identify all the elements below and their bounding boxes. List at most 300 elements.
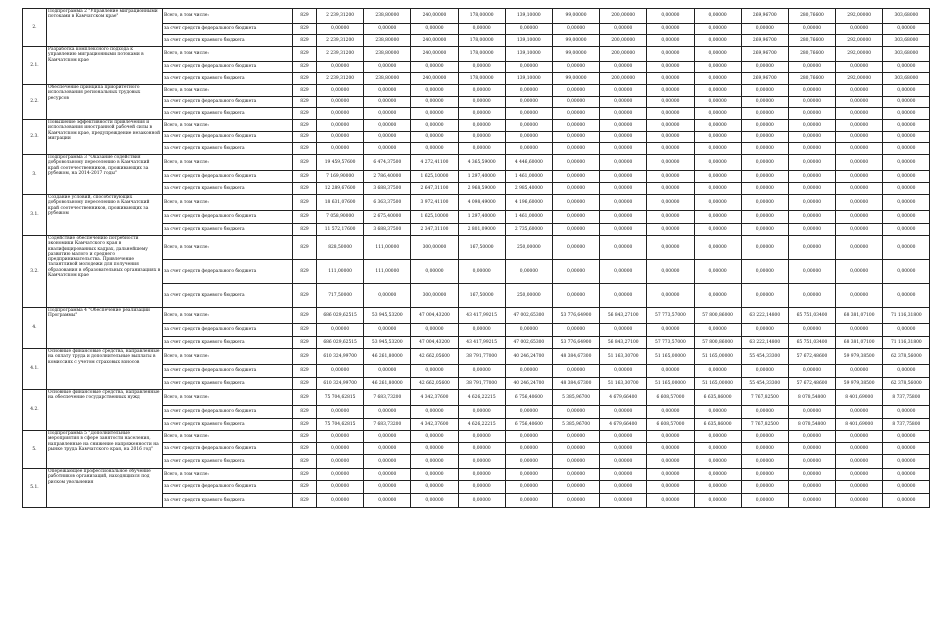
amount-cell: 0,00000 xyxy=(552,260,599,284)
amount-cell: 0,00000 xyxy=(694,431,741,443)
amount-cell: 0,00000 xyxy=(458,443,505,455)
amount-cell: 0,00000 xyxy=(836,284,883,308)
amount-cell: 51 163,30700 xyxy=(600,349,647,365)
amount-cell: 0,00000 xyxy=(600,85,647,97)
amount-cell: 0,00000 xyxy=(411,365,458,378)
amount-cell: 51 165,00000 xyxy=(694,349,741,365)
budget-code: 829 xyxy=(293,443,317,455)
amount-cell: 0,00000 xyxy=(317,469,364,481)
amount-cell: 57 773,57000 xyxy=(647,308,694,324)
funding-source-label: за счет средств федерального бюджета xyxy=(163,406,293,419)
budget-code: 829 xyxy=(293,9,317,24)
budget-code: 829 xyxy=(293,195,317,211)
amount-cell: 0,00000 xyxy=(647,171,694,183)
amount-cell: 0,00000 xyxy=(647,24,694,35)
amount-cell: 0,00000 xyxy=(647,406,694,419)
amount-cell: 0,00000 xyxy=(505,85,552,97)
amount-cell: 0,00000 xyxy=(505,260,552,284)
amount-cell: 0,00000 xyxy=(741,211,788,224)
amount-cell: 4 679,66400 xyxy=(600,419,647,431)
amount-cell: 0,00000 xyxy=(552,324,599,337)
amount-cell: 0,00000 xyxy=(600,24,647,35)
amount-cell: 4 342,37600 xyxy=(411,390,458,406)
amount-cell: 57 800,86000 xyxy=(694,337,741,349)
amount-cell: 0,00000 xyxy=(458,406,505,419)
amount-cell: 0,00000 xyxy=(552,431,599,443)
amount-cell: 8 078,54800 xyxy=(788,419,835,431)
amount-cell: 2 801,09000 xyxy=(458,224,505,236)
amount-cell: 0,00000 xyxy=(317,481,364,494)
amount-cell: 0,00000 xyxy=(647,469,694,481)
amount-cell: 200,00000 xyxy=(600,35,647,47)
amount-cell: 0,00000 xyxy=(694,324,741,337)
amount-cell: 269,96700 xyxy=(741,35,788,47)
amount-cell: 3 688,37500 xyxy=(364,224,411,236)
funding-source-label: за счет средств краевого бюджета xyxy=(163,337,293,349)
amount-cell: 2 968,59000 xyxy=(458,183,505,195)
program-name: Содействие обеспечению потребности экономики Камчатского края в квалифицированных кадрах, дальнейшему развитию малого и среднего предпринимательства. Привлечение талантливой молодежи для получения образования в образовательных организациях в Камчатском крае xyxy=(47,236,163,308)
amount-cell: 0,00000 xyxy=(647,155,694,171)
amount-cell: 0,00000 xyxy=(600,406,647,419)
amount-cell: 0,00000 xyxy=(836,406,883,419)
amount-cell: 6 474,37500 xyxy=(364,155,411,171)
amount-cell: 0,00000 xyxy=(883,132,930,143)
amount-cell: 0,00000 xyxy=(600,183,647,195)
amount-cell: 0,00000 xyxy=(694,155,741,171)
row-number: 2.3. xyxy=(23,120,47,155)
amount-cell: 12 289,67600 xyxy=(317,183,364,195)
amount-cell: 8 401,69000 xyxy=(836,419,883,431)
amount-cell: 0,00000 xyxy=(741,365,788,378)
amount-cell: 0,00000 xyxy=(647,365,694,378)
amount-cell: 0,00000 xyxy=(883,183,930,195)
amount-cell: 0,00000 xyxy=(458,455,505,469)
amount-cell: 19 459,57600 xyxy=(317,155,364,171)
amount-cell: 0,00000 xyxy=(552,455,599,469)
amount-cell: 0,00000 xyxy=(741,183,788,195)
amount-cell: 0,00000 xyxy=(600,211,647,224)
amount-cell: 51 163,30700 xyxy=(600,378,647,390)
amount-cell: 2 647,31100 xyxy=(411,183,458,195)
amount-cell: 686 029,62515 xyxy=(317,308,364,324)
amount-cell: 0,00000 xyxy=(552,211,599,224)
amount-cell: 0,00000 xyxy=(788,143,835,155)
amount-cell: 0,00000 xyxy=(883,24,930,35)
amount-cell: 0,00000 xyxy=(694,260,741,284)
budget-code: 829 xyxy=(293,183,317,195)
amount-cell: 51 165,00000 xyxy=(647,378,694,390)
amount-cell: 0,00000 xyxy=(836,195,883,211)
amount-cell: 0,00000 xyxy=(647,224,694,236)
amount-cell: 0,00000 xyxy=(694,365,741,378)
amount-cell: 0,00000 xyxy=(552,481,599,494)
amount-cell: 238,80000 xyxy=(364,35,411,47)
amount-cell: 18 631,07600 xyxy=(317,195,364,211)
amount-cell: 2 239,31200 xyxy=(317,73,364,85)
program-name: Повышение эффективности привлечения и использования иностранной рабочей силы в Камчатском крае, предупреждение незаконной миграции xyxy=(47,120,163,155)
amount-cell: 0,00000 xyxy=(741,284,788,308)
amount-cell: 75 704,62815 xyxy=(317,419,364,431)
amount-cell: 0,00000 xyxy=(788,24,835,35)
row-number: 5.1. xyxy=(23,469,47,508)
amount-cell: 71 116,31800 xyxy=(883,308,930,324)
amount-cell: 0,00000 xyxy=(694,24,741,35)
amount-cell: 300,00000 xyxy=(411,236,458,260)
funding-source-label: Всего, в том числе: xyxy=(163,47,293,62)
amount-cell: 0,00000 xyxy=(552,171,599,183)
amount-cell: 0,00000 xyxy=(741,494,788,508)
funding-source-label: за счет средств краевого бюджета xyxy=(163,419,293,431)
budget-code: 829 xyxy=(293,211,317,224)
program-name: Основные финансовые средства, направленные на оплату труда и дополнительные выплаты в комиссиях с учетом страховых взносов xyxy=(47,349,163,390)
amount-cell: 0,00000 xyxy=(647,73,694,85)
amount-cell: 57 672,48600 xyxy=(788,378,835,390)
amount-cell: 0,00000 xyxy=(600,443,647,455)
amount-cell: 0,00000 xyxy=(694,224,741,236)
amount-cell: 6 756,40600 xyxy=(505,419,552,431)
amount-cell: 53 945,53200 xyxy=(364,308,411,324)
amount-cell: 0,00000 xyxy=(694,132,741,143)
table-row xyxy=(23,390,930,406)
amount-cell: 0,00000 xyxy=(364,406,411,419)
amount-cell: 0,00000 xyxy=(411,260,458,284)
amount-cell: 99,00000 xyxy=(552,47,599,62)
amount-cell: 0,00000 xyxy=(741,195,788,211)
budget-code: 829 xyxy=(293,469,317,481)
amount-cell: 0,00000 xyxy=(411,469,458,481)
amount-cell: 0,00000 xyxy=(836,260,883,284)
amount-cell: 0,00000 xyxy=(694,85,741,97)
amount-cell: 0,00000 xyxy=(741,97,788,108)
amount-cell: 0,00000 xyxy=(552,236,599,260)
amount-cell: 55 454,33300 xyxy=(741,349,788,365)
amount-cell: 0,00000 xyxy=(741,120,788,132)
amount-cell: 47 004,43200 xyxy=(411,337,458,349)
amount-cell: 178,00000 xyxy=(458,9,505,24)
amount-cell: 0,00000 xyxy=(600,455,647,469)
amount-cell: 0,00000 xyxy=(836,120,883,132)
amount-cell: 0,00000 xyxy=(883,469,930,481)
budget-code: 829 xyxy=(293,97,317,108)
budget-table-body xyxy=(23,9,930,508)
amount-cell: 47 002,65300 xyxy=(505,337,552,349)
amount-cell: 0,00000 xyxy=(317,431,364,443)
amount-cell: 0,00000 xyxy=(600,260,647,284)
amount-cell: 0,00000 xyxy=(552,183,599,195)
table-row xyxy=(23,349,930,365)
amount-cell: 4 626,22215 xyxy=(458,419,505,431)
amount-cell: 0,00000 xyxy=(364,143,411,155)
amount-cell: 63 222,14800 xyxy=(741,308,788,324)
amount-cell: 0,00000 xyxy=(883,224,930,236)
amount-cell: 269,96700 xyxy=(741,73,788,85)
amount-cell: 0,00000 xyxy=(317,455,364,469)
amount-cell: 63 222,14800 xyxy=(741,337,788,349)
amount-cell: 0,00000 xyxy=(741,155,788,171)
amount-cell: 0,00000 xyxy=(458,108,505,120)
amount-cell: 0,00000 xyxy=(741,24,788,35)
amount-cell: 0,00000 xyxy=(836,224,883,236)
amount-cell: 1 625,10000 xyxy=(411,171,458,183)
amount-cell: 0,00000 xyxy=(317,143,364,155)
amount-cell: 0,00000 xyxy=(836,443,883,455)
budget-code: 829 xyxy=(293,455,317,469)
amount-cell: 686 029,62515 xyxy=(317,337,364,349)
funding-source-label: за счет средств краевого бюджета xyxy=(163,143,293,155)
amount-cell: 0,00000 xyxy=(741,85,788,97)
amount-cell: 1 461,00000 xyxy=(505,171,552,183)
funding-source-label: за счет средств краевого бюджета xyxy=(163,378,293,390)
amount-cell: 6 635,86000 xyxy=(694,419,741,431)
amount-cell: 0,00000 xyxy=(600,431,647,443)
funding-source-label: за счет средств федерального бюджета xyxy=(163,62,293,73)
amount-cell: 62 378,56000 xyxy=(883,378,930,390)
amount-cell: 0,00000 xyxy=(647,443,694,455)
amount-cell: 0,00000 xyxy=(741,171,788,183)
budget-code: 829 xyxy=(293,406,317,419)
amount-cell: 0,00000 xyxy=(600,224,647,236)
row-number: 2. xyxy=(23,9,47,47)
table-row xyxy=(23,195,930,211)
amount-cell: 0,00000 xyxy=(836,132,883,143)
amount-cell: 38 791,77000 xyxy=(458,378,505,390)
budget-code: 829 xyxy=(293,35,317,47)
budget-code: 829 xyxy=(293,365,317,378)
amount-cell: 0,00000 xyxy=(788,224,835,236)
amount-cell: 2 735,60000 xyxy=(505,224,552,236)
row-number: 3.2. xyxy=(23,236,47,308)
amount-cell: 0,00000 xyxy=(883,155,930,171)
amount-cell: 178,00000 xyxy=(458,73,505,85)
amount-cell: 0,00000 xyxy=(458,494,505,508)
amount-cell: 0,00000 xyxy=(364,431,411,443)
amount-cell: 0,00000 xyxy=(694,236,741,260)
budget-table-sheet xyxy=(22,8,922,508)
amount-cell: 0,00000 xyxy=(411,481,458,494)
amount-cell: 139,10000 xyxy=(505,9,552,24)
amount-cell: 0,00000 xyxy=(317,132,364,143)
amount-cell: 6 756,40600 xyxy=(505,390,552,406)
amount-cell: 0,00000 xyxy=(694,47,741,62)
amount-cell: 4 196,60000 xyxy=(505,195,552,211)
program-name: Создание условий, способствующих добровольному переселению в Камчатский край соотечественников, проживающих за рубежом xyxy=(47,195,163,236)
amount-cell: 55 454,33300 xyxy=(741,378,788,390)
amount-cell: 0,00000 xyxy=(741,324,788,337)
amount-cell: 4 365,59000 xyxy=(458,155,505,171)
amount-cell: 0,00000 xyxy=(600,171,647,183)
amount-cell: 0,00000 xyxy=(883,431,930,443)
table-row xyxy=(23,85,930,97)
amount-cell: 178,00000 xyxy=(458,35,505,47)
amount-cell: 0,00000 xyxy=(317,324,364,337)
amount-cell: 0,00000 xyxy=(647,85,694,97)
amount-cell: 8 737,75800 xyxy=(883,390,930,406)
amount-cell: 99,00000 xyxy=(552,73,599,85)
amount-cell: 280,76600 xyxy=(788,9,835,24)
amount-cell: 4 679,66400 xyxy=(600,390,647,406)
amount-cell: 0,00000 xyxy=(364,469,411,481)
amount-cell: 0,00000 xyxy=(552,108,599,120)
amount-cell: 238,80000 xyxy=(364,47,411,62)
amount-cell: 0,00000 xyxy=(836,469,883,481)
amount-cell: 0,00000 xyxy=(883,365,930,378)
amount-cell: 47 002,65300 xyxy=(505,308,552,324)
program-name: Обеспечение принципа приоритетного использования региональных трудовых ресурсов xyxy=(47,85,163,120)
budget-code: 829 xyxy=(293,494,317,508)
funding-source-label: за счет средств федерального бюджета xyxy=(163,260,293,284)
amount-cell: 238,80000 xyxy=(364,9,411,24)
row-number: 4. xyxy=(23,308,47,349)
amount-cell: 48 384,67300 xyxy=(552,378,599,390)
amount-cell: 2 786,40000 xyxy=(364,171,411,183)
amount-cell: 178,00000 xyxy=(458,47,505,62)
table-row xyxy=(23,236,930,260)
amount-cell: 4 342,37600 xyxy=(411,419,458,431)
amount-cell: 111,00000 xyxy=(317,260,364,284)
amount-cell: 7 767,82500 xyxy=(741,390,788,406)
funding-source-label: за счет средств федерального бюджета xyxy=(163,211,293,224)
budget-code: 829 xyxy=(293,47,317,62)
amount-cell: 0,00000 xyxy=(364,108,411,120)
amount-cell: 0,00000 xyxy=(883,406,930,419)
amount-cell: 59 979,38500 xyxy=(836,349,883,365)
amount-cell: 4 446,60000 xyxy=(505,155,552,171)
budget-code: 829 xyxy=(293,73,317,85)
amount-cell: 0,00000 xyxy=(317,406,364,419)
amount-cell: 0,00000 xyxy=(458,97,505,108)
budget-code: 829 xyxy=(293,284,317,308)
amount-cell: 2 675,40000 xyxy=(364,211,411,224)
funding-source-label: за счет средств федерального бюджета xyxy=(163,97,293,108)
amount-cell: 0,00000 xyxy=(788,183,835,195)
funding-source-label: Всего, в том числе: xyxy=(163,85,293,97)
table-row xyxy=(23,9,930,24)
amount-cell: 0,00000 xyxy=(317,97,364,108)
amount-cell: 0,00000 xyxy=(836,183,883,195)
amount-cell: 0,00000 xyxy=(694,469,741,481)
amount-cell: 0,00000 xyxy=(883,85,930,97)
amount-cell: 7 767,82500 xyxy=(741,419,788,431)
amount-cell: 2 347,31100 xyxy=(411,224,458,236)
amount-cell: 139,10000 xyxy=(505,73,552,85)
amount-cell: 0,00000 xyxy=(883,108,930,120)
funding-source-label: за счет средств федерального бюджета xyxy=(163,171,293,183)
amount-cell: 0,00000 xyxy=(552,443,599,455)
amount-cell: 0,00000 xyxy=(883,236,930,260)
amount-cell: 38 791,77000 xyxy=(458,349,505,365)
amount-cell: 99,00000 xyxy=(552,9,599,24)
amount-cell: 2 239,31200 xyxy=(317,35,364,47)
amount-cell: 0,00000 xyxy=(647,455,694,469)
funding-source-label: за счет средств краевого бюджета xyxy=(163,35,293,47)
amount-cell: 0,00000 xyxy=(788,236,835,260)
amount-cell: 0,00000 xyxy=(694,9,741,24)
amount-cell: 3 688,37500 xyxy=(364,183,411,195)
amount-cell: 0,00000 xyxy=(600,155,647,171)
amount-cell: 610 324,99700 xyxy=(317,349,364,365)
amount-cell: 0,00000 xyxy=(552,406,599,419)
funding-source-label: Всего, в том числе: xyxy=(163,195,293,211)
amount-cell: 0,00000 xyxy=(458,120,505,132)
amount-cell: 0,00000 xyxy=(552,120,599,132)
amount-cell: 167,50000 xyxy=(458,236,505,260)
amount-cell: 8 078,54800 xyxy=(788,390,835,406)
amount-cell: 303,68000 xyxy=(883,47,930,62)
amount-cell: 0,00000 xyxy=(694,406,741,419)
amount-cell: 200,00000 xyxy=(600,73,647,85)
amount-cell: 0,00000 xyxy=(647,494,694,508)
amount-cell: 0,00000 xyxy=(505,324,552,337)
amount-cell: 56 843,27100 xyxy=(600,308,647,324)
amount-cell: 0,00000 xyxy=(647,97,694,108)
budget-code: 829 xyxy=(293,481,317,494)
amount-cell: 7 058,90000 xyxy=(317,211,364,224)
row-number: 5. xyxy=(23,431,47,469)
amount-cell: 48 384,67300 xyxy=(552,349,599,365)
amount-cell: 0,00000 xyxy=(694,97,741,108)
amount-cell: 0,00000 xyxy=(364,324,411,337)
amount-cell: 0,00000 xyxy=(411,406,458,419)
amount-cell: 3 972,41100 xyxy=(411,195,458,211)
budget-code: 829 xyxy=(293,260,317,284)
amount-cell: 250,00000 xyxy=(505,284,552,308)
amount-cell: 5 385,96700 xyxy=(552,390,599,406)
amount-cell: 0,00000 xyxy=(647,132,694,143)
amount-cell: 47 004,43200 xyxy=(411,308,458,324)
amount-cell: 0,00000 xyxy=(883,171,930,183)
amount-cell: 0,00000 xyxy=(458,481,505,494)
table-row xyxy=(23,47,930,62)
amount-cell: 0,00000 xyxy=(600,132,647,143)
amount-cell: 0,00000 xyxy=(836,494,883,508)
amount-cell: 1 297,40000 xyxy=(458,171,505,183)
amount-cell: 0,00000 xyxy=(458,431,505,443)
amount-cell: 0,00000 xyxy=(364,24,411,35)
program-name: Основные финансовые средства, направленные на обеспечение государственных нужд xyxy=(47,390,163,431)
amount-cell: 0,00000 xyxy=(317,85,364,97)
amount-cell: 0,00000 xyxy=(694,108,741,120)
amount-cell: 51 165,00000 xyxy=(694,378,741,390)
amount-cell: 828,50000 xyxy=(317,236,364,260)
amount-cell: 0,00000 xyxy=(505,108,552,120)
amount-cell: 57 773,57000 xyxy=(647,337,694,349)
amount-cell: 0,00000 xyxy=(788,284,835,308)
amount-cell: 0,00000 xyxy=(883,62,930,73)
budget-code: 829 xyxy=(293,62,317,73)
funding-source-label: Всего, в том числе: xyxy=(163,469,293,481)
amount-cell: 6 363,37500 xyxy=(364,195,411,211)
amount-cell: 292,00000 xyxy=(836,47,883,62)
amount-cell: 0,00000 xyxy=(836,324,883,337)
amount-cell: 0,00000 xyxy=(647,120,694,132)
budget-table xyxy=(22,8,930,508)
funding-source-label: Всего, в том числе: xyxy=(163,9,293,24)
amount-cell: 0,00000 xyxy=(317,120,364,132)
amount-cell: 610 324,99700 xyxy=(317,378,364,390)
amount-cell: 200,00000 xyxy=(600,9,647,24)
amount-cell: 68 381,07100 xyxy=(836,337,883,349)
amount-cell: 300,00000 xyxy=(411,284,458,308)
amount-cell: 0,00000 xyxy=(741,132,788,143)
funding-source-label: за счет средств краевого бюджета xyxy=(163,455,293,469)
funding-source-label: за счет средств федерального бюджета xyxy=(163,132,293,143)
amount-cell: 68 381,07100 xyxy=(836,308,883,324)
amount-cell: 0,00000 xyxy=(505,443,552,455)
funding-source-label: за счет средств федерального бюджета xyxy=(163,24,293,35)
amount-cell: 2 239,31200 xyxy=(317,9,364,24)
amount-cell: 0,00000 xyxy=(411,324,458,337)
amount-cell: 2 239,31200 xyxy=(317,47,364,62)
